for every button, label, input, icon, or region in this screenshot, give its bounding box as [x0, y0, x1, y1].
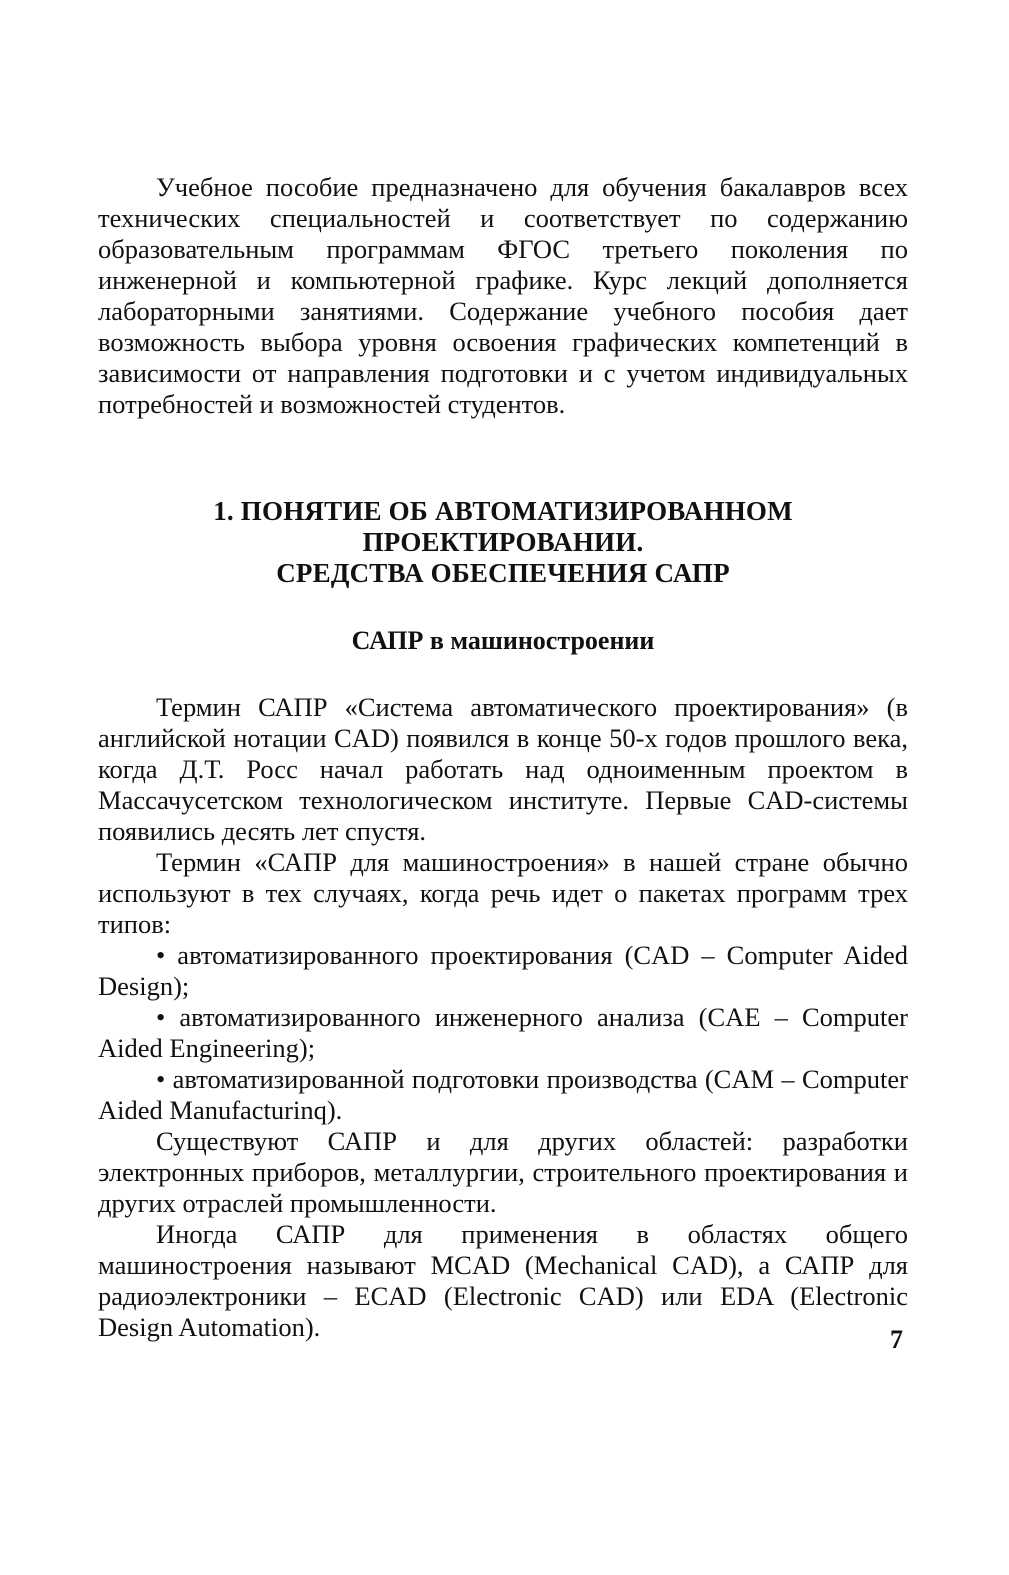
chapter-title-line-3: СРЕДСТВА ОБЕСПЕЧЕНИЯ САПР [276, 558, 730, 588]
body-paragraph-3: Существуют САПР и для других областей: разработки электронных приборов, металлургии, строительного проектирования и других отраслей промышленности. [98, 1126, 908, 1218]
section-title: САПР в машиностроении [351, 626, 655, 655]
list-item-cam: • автоматизированной подготовки производства (CAM – Computer Aided Manufacturinq). [98, 1064, 908, 1125]
intro-paragraph: Учебное пособие предназначено для обучения бакалавров всех технических специальностей и соответствует по содержанию образовательным программам ФГОС третьего поколения по инженерной и компьютерной графике. Курс лекций дополняется лабораторными занятиями. Содержание учебного пособия дает возможность выбора уровня освоения графических компетенций в зависимости от направления подготовки и с учетом индивидуальных потребностей и возможностей студентов. [98, 172, 908, 419]
chapter-title [98, 496, 908, 589]
body-paragraph-1: Термин САПР «Система автоматического проектирования» (в английской нотации CAD) появился в конце 50-х годов прошлого века, когда Д.Т. Росс начал работать над одноименным проектом в Массачусетском технологическом институте. Первые CAD-системы появились десять лет спустя. [98, 692, 908, 846]
list-item-cad: • автоматизированного проектирования (CAD – Computer Aided Design); [98, 940, 908, 1001]
page-number: 7 [890, 1325, 903, 1354]
list-item-cae: • автоматизированного инженерного анализа (CAE – Computer Aided Engineering); [98, 1002, 908, 1063]
body-paragraph-2: Термин «САПР для машиностроения» в нашей стране обычно используют в тех случаях, когда речь идет о пакетах программ трех типов: [98, 847, 908, 939]
document-page [98, 172, 908, 1343]
chapter-title-line-2: ПРОЕКТИРОВАНИИ. [362, 527, 644, 557]
body-paragraph-4: Иногда САПР для применения в областях общего машиностроения называют MCAD (Mechanical CAD), а САПР для радиоэлектроники – ECAD (Electronic CAD) или EDA (Electronic Design Automation). [98, 1219, 908, 1342]
chapter-title-line-1: 1. ПОНЯТИЕ ОБ АВТОМАТИЗИРОВАННОМ [213, 496, 793, 526]
